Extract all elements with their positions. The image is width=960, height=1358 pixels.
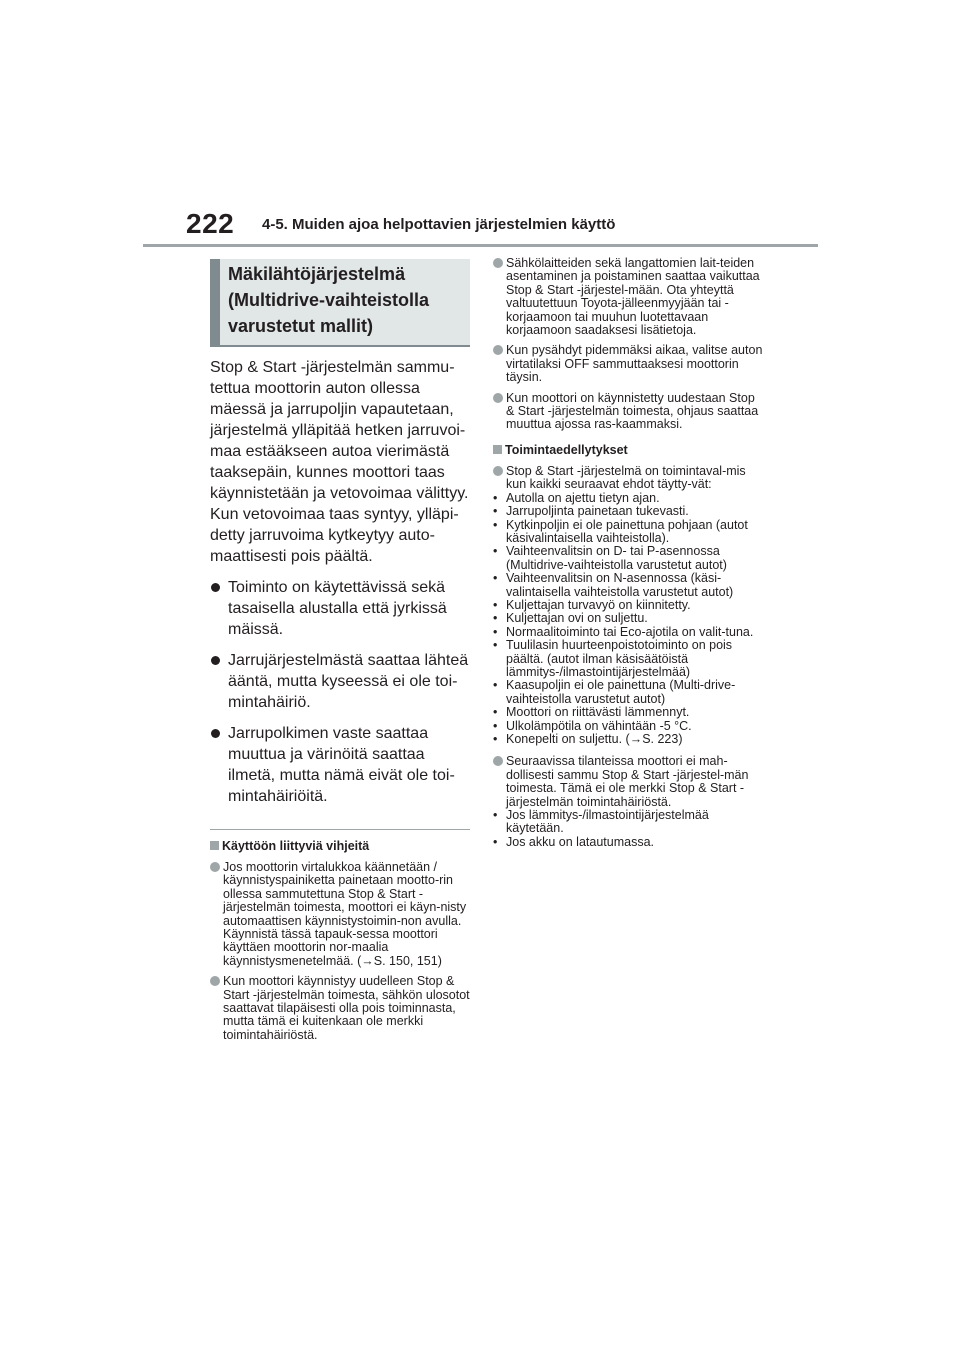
condition-item [493,720,763,733]
section-title-line: varustetut mallit) [228,316,374,336]
square-bullet-icon [493,445,502,454]
bullet-text: Jarrujärjestelmästä saattaa lähteä ääntä, mutta kyseessä ei ole toi-mintahäiriö. [228,652,469,711]
section-title-line: Mäkilähtöjärjestelmä [228,264,406,284]
page-number: 222 [186,208,235,239]
condition-text: Tuulilasin huurteenpoistotoiminto on pois päältä. (autot ilman käsisäätöistä lämmitys-/ilmastointijärjestelmää) [506,638,733,679]
section-divider [210,829,470,830]
bullet-item [210,723,470,807]
dash-mark: • [493,597,498,612]
right-column [493,257,763,849]
dash-mark: • [493,544,498,559]
tips-heading-text: Käyttöön liittyviä vihjeitä [222,839,370,853]
tip-item [493,392,763,432]
tip-item [210,975,470,1042]
square-bullet-icon [210,841,219,850]
dash-mark: • [493,611,498,626]
conditions-item [493,465,763,747]
condition-text: Kuljettajan ovi on suljettu. [506,611,648,626]
dash-mark: • [493,718,498,733]
bullet-text: Toiminto on käytettävissä sekä tasaisella alustalla että jyrkissä mäissä. [228,579,447,638]
condition-item [493,706,763,719]
no-stop-intro-text: Seuraavissa tilanteissa moottori ei mah-dollisesti sammu Stop & Start -järjestel-män toimesta. Tämä ei ole merkki Stop & Start -järjestelmän toimintahäiriöstä. [506,754,749,809]
dash-mark: • [493,808,498,823]
condition-text: Jarrupoljinta painetaan tukevasti. [506,504,689,519]
no-stop-item [493,755,763,849]
header-divider [143,244,818,247]
bullet-item [210,577,470,640]
tip-text: Kun moottori on käynnistetty uudestaan Stop & Start -järjestelmän toimesta, ohjaus saattaa muuttua ajossa ras-kaammaksi. [506,390,759,432]
tip-text: Kun pysähdyt pidemmäksi aikaa, valitse auton virtatilaksi OFF sammuttaaksesi moottorin täysin. [506,343,763,385]
circle-bullet-icon [493,258,503,268]
condition-text: Kuljettajan turvavyö on kiinnitetty. [506,597,691,612]
circle-bullet-icon [493,466,503,476]
condition-item [493,639,763,679]
condition-text: Kaasupoljin ei ole painettuna (Multi-drive-vaihteistolla varustetut autot) [506,678,736,706]
conditions-heading [493,442,763,458]
no-stop-condition [493,809,763,836]
no-stop-text: Jos lämmitys-/ilmastointijärjestelmää käytetään. [506,808,709,836]
condition-text: Vaihteenvalitsin on D- tai P-asennossa (Multidrive-vaihteistolla varustetut autot) [506,544,727,572]
tip-item [493,257,763,337]
dash-mark: • [493,638,498,653]
dash-mark: • [493,517,498,532]
circle-bullet-icon [210,862,220,872]
no-stop-list [493,809,763,849]
circle-bullet-icon [493,345,503,355]
intro-paragraph: Stop & Start -järjestelmän sammu-tettua moottorin auton ollessa mäessä ja jarrupoljin vapautetaan, järjestelmä ylläpitää hetken jarruvoi-maa estääkseen autoa vierimästä taaksepäin, kunnes moottori taas käynnistetään ja vetovoimaa välittyy. Kun vetovoimaa taas syntyy, ylläpi-detty jarruvoima kytkeytyy auto-maattisesti pois päältä. [210,359,469,565]
condition-item [493,492,763,505]
condition-item [493,612,763,625]
condition-text: Konepelti on suljettu. (→S. 223) [506,732,683,746]
conditions-list [493,492,763,747]
condition-item [493,626,763,639]
condition-text: Ulkolämpötila on vähintään -5 °C. [506,718,692,733]
condition-item [493,679,763,706]
circle-bullet-icon [493,393,503,403]
bullet-dot-icon [211,583,220,592]
tip-item [493,344,763,384]
dash-mark: • [493,678,498,693]
circle-bullet-icon [210,976,220,986]
condition-text: Autolla on ajettu tietyn ajan. [506,490,660,505]
tip-item [210,861,470,968]
chapter-title: 4-5. Muiden ajoa helpottavien järjestelmien käyttö [262,216,616,233]
condition-item [493,519,763,546]
conditions-heading-text: Toimintaedellytykset [505,442,628,457]
condition-text: Moottori on riittävästi lämmennyt. [506,705,690,720]
conditions-intro-text: Stop & Start -järjestelmä on toimintaval-mis kun kaikki seuraavat ehdot täytty-vät: [506,463,746,492]
condition-item [493,572,763,599]
tip-text: Kun moottori käynnistyy uudelleen Stop & Start -järjestelmän toimesta, sähkön ulosotot saattavat tilapäisesti olla pois toiminnasta, mutta tämä ei kuitenkaan ole merkki toimintahäiriöstä. [223,974,470,1042]
circle-bullet-icon [493,756,503,766]
condition-item [493,505,763,518]
dash-mark: • [493,504,498,519]
bullet-item [210,650,470,713]
dash-mark: • [493,705,498,720]
dash-mark: • [493,624,498,639]
bullet-dot-icon [211,729,220,738]
no-stop-condition [493,836,763,849]
bullet-text: Jarrupolkimen vaste saattaa muuttua ja värinöitä saattaa ilmetä, mutta nämä eivät ole toi-mintahäiriöitä. [228,725,455,805]
tips-heading [210,838,470,854]
condition-text: Kytkinpoljin ei ole painettuna pohjaan (autot käsivalintaisella vaihteistolla). [506,517,748,545]
condition-item [493,733,763,746]
tip-text: Sähkölaitteiden sekä langattomien lait-teiden asentaminen ja poistaminen saattaa vaikuttaa Stop & Start -järjestel-mään. Ota yhteyttä valtuutettuun Toyota-jälleenmyyjään tai -korjaamoon tai muuhun luotettavaan korjaamoon saadaksesi lisätietoja. [506,256,760,338]
no-stop-text: Jos akku on latautumassa. [506,834,654,849]
condition-text: Vaihteenvalitsin on N-asennossa (käsi-valintaisella vaihteistolla varustetut autot) [506,571,734,599]
left-column [210,259,470,1042]
dash-mark: • [493,732,498,746]
dash-mark: • [493,571,498,586]
condition-item [493,545,763,572]
dash-mark: • [493,490,498,505]
tip-text: Jos moottorin virtalukkoa käännetään / käynnistyspainiketta painetaan mootto-rin ollessa sammutettuna Stop & Start -järjestelmän toimesta, moottori ei käyn-nisty automaattisen käynnistystoimin-non avulla. Käynnistä tässä tapauk-sessa moottori käyttäen moottorin nor-maalia käynnistysmenetelmää. (→S. 150, 151) [223,860,467,968]
condition-text: Normaalitoiminto tai Eco-ajotila on valit-tuna. [506,624,754,639]
section-title-line: (Multidrive-vaihteistolla [228,290,430,310]
bullet-dot-icon [211,656,220,665]
dash-mark: • [493,834,498,849]
condition-item [493,599,763,612]
section-title-box [210,259,470,347]
